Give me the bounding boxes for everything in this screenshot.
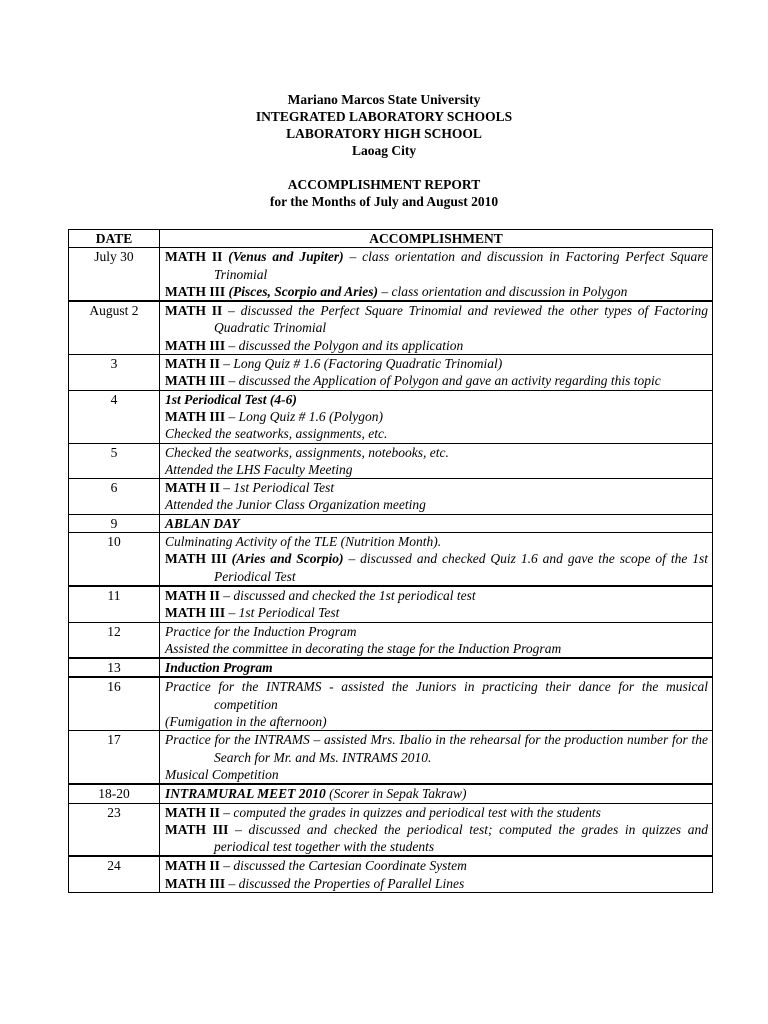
subject-label: MATH III bbox=[165, 408, 226, 424]
highlight-text: (Aries and Scorpio) bbox=[231, 551, 344, 567]
date-cell: 5 bbox=[69, 443, 160, 479]
accomplishment-cell bbox=[160, 622, 713, 658]
activity-text: Checked the seatworks, assignments, notebooks, etc. bbox=[165, 444, 449, 460]
activity-text: – 1st Periodical Test bbox=[219, 480, 335, 496]
accomplishment-cell bbox=[160, 479, 713, 515]
accomplishment-entry bbox=[165, 355, 708, 372]
accomplishment-column-header: ACCOMPLISHMENT bbox=[160, 230, 713, 248]
table-row bbox=[69, 301, 713, 354]
accomplishment-entry bbox=[165, 461, 708, 478]
table-row bbox=[69, 390, 713, 443]
accomplishment-entry bbox=[165, 731, 708, 766]
accomplishment-cell bbox=[160, 731, 713, 784]
date-cell: July 30 bbox=[69, 248, 160, 301]
date-cell: 11 bbox=[69, 586, 160, 622]
report-period: for the Months of July and August 2010 bbox=[269, 194, 499, 209]
city-name: Laoag City bbox=[351, 143, 417, 158]
activity-text: – discussed the Cartesian Coordinate System bbox=[219, 858, 467, 874]
table-row bbox=[69, 355, 713, 391]
table-row bbox=[69, 803, 713, 856]
accomplishment-entry bbox=[165, 587, 708, 604]
accomplishment-cell bbox=[160, 784, 713, 803]
date-cell: 24 bbox=[69, 856, 160, 892]
accomplishment-cell bbox=[160, 856, 713, 892]
activity-text: – discussed the Perfect Square Trinomial and reviewed the other types of Factoring Quadratic Trinomial bbox=[214, 303, 708, 336]
accomplishment-entry bbox=[165, 550, 708, 585]
table-row bbox=[69, 784, 713, 803]
date-column-header: DATE bbox=[69, 230, 160, 248]
accomplishment-entry bbox=[165, 408, 708, 425]
activity-text: Practice for the INTRAMS – assisted Mrs. Ibalio in the rehearsal for the production number for the Search for Mr. and Ms. INTRAMS 2010. bbox=[165, 732, 708, 765]
activity-text: Assisted the committee in decorating the stage for the Induction Program bbox=[165, 640, 562, 656]
table-row bbox=[69, 443, 713, 479]
accomplishment-cell bbox=[160, 533, 713, 586]
subject-label: MATH III bbox=[165, 337, 226, 353]
accomplishment-cell bbox=[160, 355, 713, 391]
report-title: ACCOMPLISHMENT REPORT bbox=[287, 177, 481, 192]
accomplishment-entry bbox=[165, 479, 708, 496]
subject-label: MATH III bbox=[165, 283, 229, 299]
highlight-text: Induction Program bbox=[165, 660, 273, 676]
table-row bbox=[69, 658, 713, 677]
activity-text: – 1st Periodical Test bbox=[225, 605, 340, 621]
date-cell: 13 bbox=[69, 658, 160, 677]
table-row bbox=[69, 731, 713, 784]
accomplishment-entry bbox=[165, 785, 708, 802]
date-cell: 4 bbox=[69, 390, 160, 443]
activity-text: – discussed the Properties of Parallel Lines bbox=[225, 875, 465, 891]
activity-text: Culminating Activity of the TLE (Nutrition Month). bbox=[165, 534, 442, 550]
activity-text: – Long Quiz # 1.6 (Factoring Quadratic Trinomial) bbox=[219, 356, 503, 372]
accomplishment-entry bbox=[165, 372, 708, 389]
accomplishment-entry bbox=[165, 283, 708, 300]
activity-text: Musical Competition bbox=[165, 766, 279, 782]
activity-text: (Scorer in Sepak Takraw) bbox=[325, 786, 467, 802]
activity-text: Attended the LHS Faculty Meeting bbox=[165, 461, 353, 477]
activity-text: – class orientation and discussion in Factoring Perfect Square Trinomial bbox=[214, 249, 708, 282]
accomplishment-entry bbox=[165, 623, 708, 640]
subject-label: MATH II bbox=[165, 356, 220, 372]
subject-label: MATH II bbox=[165, 587, 220, 603]
school-name: INTEGRATED LABORATORY SCHOOLS bbox=[255, 109, 513, 124]
activity-text: Practice for the Induction Program bbox=[165, 623, 357, 639]
subject-label: MATH II bbox=[165, 858, 220, 874]
subject-label: MATH III bbox=[165, 551, 232, 567]
document-header bbox=[0, 91, 768, 210]
accomplishment-table bbox=[68, 229, 713, 893]
accomplishment-cell bbox=[160, 586, 713, 622]
activity-text: Attended the Junior Class Organization meeting bbox=[165, 497, 426, 513]
date-cell: 23 bbox=[69, 803, 160, 856]
subject-label: MATH III bbox=[165, 821, 229, 837]
table-row bbox=[69, 479, 713, 515]
accomplishment-entry bbox=[165, 659, 708, 676]
activity-text: Practice for the INTRAMS - assisted the Juniors in practicing their dance for the musical competition bbox=[165, 679, 708, 712]
accomplishment-cell bbox=[160, 514, 713, 532]
accomplishment-entry bbox=[165, 678, 708, 713]
date-cell: 16 bbox=[69, 677, 160, 730]
accomplishment-entry bbox=[165, 248, 708, 283]
accomplishment-entry bbox=[165, 640, 708, 657]
activity-text: – discussed the Polygon and its application bbox=[225, 337, 464, 353]
table-row bbox=[69, 248, 713, 301]
accomplishment-entry bbox=[165, 425, 708, 442]
activity-text: – discussed and checked the periodical test; computed the grades in quizzes and periodical test together with the students bbox=[214, 821, 708, 855]
table-row bbox=[69, 514, 713, 532]
subject-label: MATH II bbox=[165, 804, 220, 820]
accomplishment-cell bbox=[160, 658, 713, 677]
activity-text: – Long Quiz # 1.6 (Polygon) bbox=[225, 408, 384, 424]
department-name: LABORATORY HIGH SCHOOL bbox=[286, 126, 482, 141]
date-cell: 9 bbox=[69, 514, 160, 532]
activity-text: (Fumigation in the afternoon) bbox=[165, 714, 327, 730]
activity-text: – computed the grades in quizzes and periodical test with the students bbox=[219, 804, 601, 820]
subject-label: MATH II bbox=[165, 303, 223, 319]
accomplishment-entry bbox=[165, 302, 708, 337]
activity-text: – discussed and checked Quiz 1.6 and gave the scope of the 1st Periodical Test bbox=[214, 551, 709, 584]
date-cell: August 2 bbox=[69, 301, 160, 354]
activity-text: – discussed the Application of Polygon and gave an activity regarding this topic bbox=[225, 373, 661, 389]
accomplishment-cell bbox=[160, 301, 713, 354]
table-row bbox=[69, 856, 713, 892]
accomplishment-cell bbox=[160, 677, 713, 730]
accomplishment-cell bbox=[160, 803, 713, 856]
date-cell: 10 bbox=[69, 533, 160, 586]
accomplishment-entry bbox=[165, 604, 708, 621]
accomplishment-cell bbox=[160, 248, 713, 301]
accomplishment-entry bbox=[165, 766, 708, 783]
subject-label: MATH II bbox=[165, 249, 229, 265]
subject-label: MATH III bbox=[165, 875, 226, 891]
accomplishment-cell bbox=[160, 390, 713, 443]
accomplishment-entry bbox=[165, 713, 708, 730]
date-cell: 12 bbox=[69, 622, 160, 658]
accomplishment-entry bbox=[165, 496, 708, 513]
highlight-text: INTRAMURAL MEET 2010 bbox=[165, 786, 326, 802]
accomplishment-entry bbox=[165, 337, 708, 354]
accomplishment-entry bbox=[165, 804, 708, 821]
activity-text: – class orientation and discussion in Polygon bbox=[378, 283, 628, 299]
subject-label: MATH III bbox=[165, 605, 226, 621]
highlight-text: 1st Periodical Test (4-6) bbox=[165, 391, 297, 407]
accomplishment-entry bbox=[165, 515, 708, 532]
date-cell: 18-20 bbox=[69, 784, 160, 803]
date-cell: 3 bbox=[69, 355, 160, 391]
table-row bbox=[69, 533, 713, 586]
date-cell: 17 bbox=[69, 731, 160, 784]
accomplishment-entry bbox=[165, 391, 708, 408]
table-row bbox=[69, 677, 713, 730]
subject-label: MATH III bbox=[165, 373, 226, 389]
accomplishment-entry bbox=[165, 875, 708, 892]
university-name: Mariano Marcos State University bbox=[287, 92, 481, 107]
accomplishment-entry bbox=[165, 533, 708, 550]
date-cell: 6 bbox=[69, 479, 160, 515]
subject-label: MATH II bbox=[165, 480, 220, 496]
highlight-text: (Pisces, Scorpio and Aries) bbox=[228, 283, 379, 299]
highlight-text: (Venus and Jupiter) bbox=[228, 249, 344, 265]
table-row bbox=[69, 586, 713, 622]
table-row bbox=[69, 622, 713, 658]
accomplishment-entry bbox=[165, 444, 708, 461]
highlight-text: ABLAN DAY bbox=[165, 515, 240, 531]
accomplishment-entry bbox=[165, 857, 708, 874]
accomplishment-cell bbox=[160, 443, 713, 479]
accomplishment-entry bbox=[165, 821, 708, 856]
activity-text: – discussed and checked the 1st periodical test bbox=[219, 587, 476, 603]
activity-text: Checked the seatworks, assignments, etc. bbox=[165, 426, 388, 442]
